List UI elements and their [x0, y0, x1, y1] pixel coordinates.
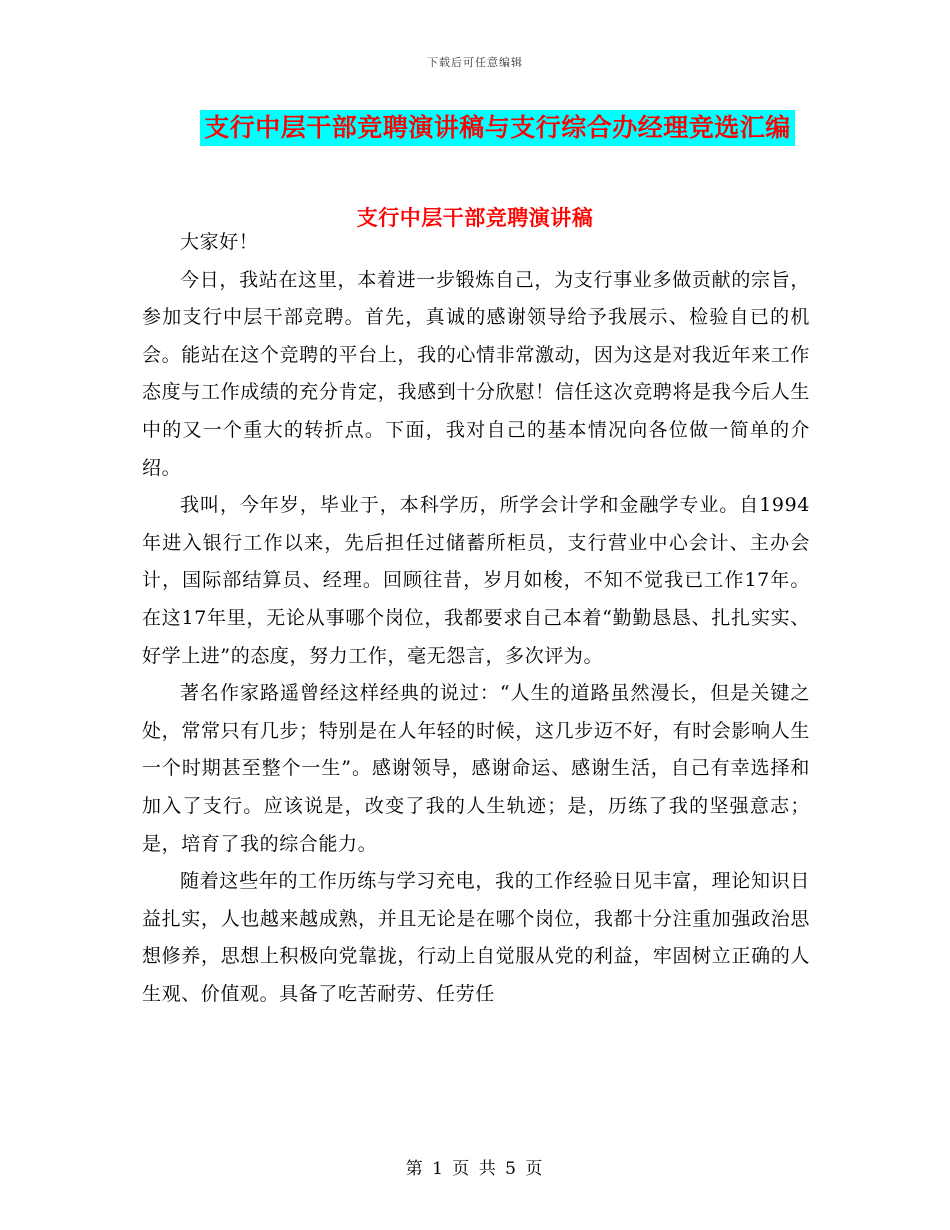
- page-header-note: 下载后可任意编辑: [427, 56, 523, 69]
- section-title: 支行中层干部竞聘演讲稿: [356, 205, 594, 230]
- greeting-paragraph: 大家好！: [180, 231, 259, 253]
- body-paragraph: 随着这些年的工作历练与学习充电，我的工作经验日见丰富，理论知识日益扎实，人也越来越成熟，并且无论是在哪个岗位，我都十分注重加强政治思想修养，思想上积极向党靠拢，行动上自觉服从党的利益，牢固树立正确的人生观、价值观。具备了吃苦耐劳、任劳任: [142, 870, 810, 1005]
- body-paragraph: 著名作家路遥曾经这样经典的说过：“人生的道路虽然漫长，但是关键之处，常常只有几步；特别是在人年轻的时候，这几步迈不好，有时会影响人生一个时期甚至整个一生”。感谢领导，感谢命运、感谢生活，自己有幸选择和加入了支行。应该说是，改变了我的人生轨迹；是，历练了我的坚强意志；是，培育了我的综合能力。: [142, 682, 810, 855]
- document-body: [142, 224, 810, 1013]
- page-number-footer: 第 1 页 共 5 页: [405, 1159, 545, 1179]
- body-paragraph: 我叫，今年岁，毕业于，本科学历，所学会计学和金融学专业。自1994年进入银行工作以来，先后担任过储蓄所柜员，支行营业中心会计、主办会计，国际部结算员、经理。回顾往昔，岁月如梭，不知不觉我已工作17年。在这17年里，无论从事哪个岗位，我都要求自己本着“勤勤恳恳、扎扎实实、好学上进”的态度，努力工作，毫无怨言，多次评为。: [142, 494, 810, 667]
- document-main-title: 支行中层干部竞聘演讲稿与支行综合办经理竞选汇编: [200, 110, 795, 146]
- main-title-container: [0, 110, 950, 146]
- body-paragraph: 今日，我站在这里，本着进一步锻炼自己，为支行事业多做贡献的宗旨，参加支行中层干部竞聘。首先，真诚的感谢领导给予我展示、检验自已的机会。能站在这个竞聘的平台上，我的心情非常激动，因为这是对我近年来工作态度与工作成绩的充分肯定，我感到十分欣慰！信任这次竞聘将是我今后人生中的又一个重大的转折点。下面，我对自己的基本情况向各位做一简单的介绍。: [142, 268, 810, 479]
